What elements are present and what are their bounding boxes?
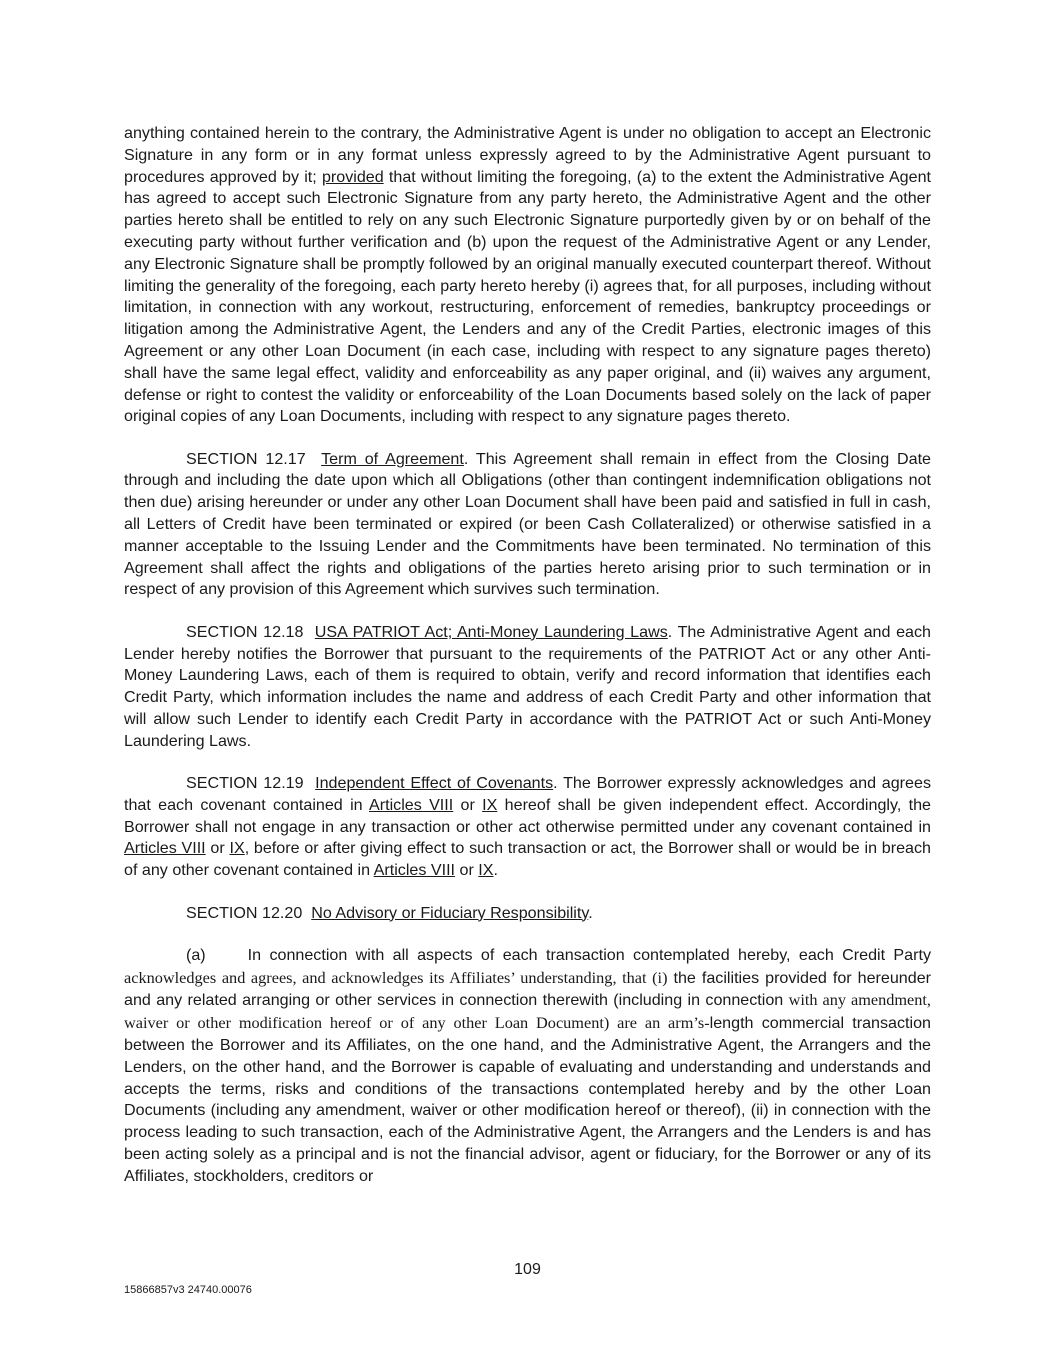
section-text: . xyxy=(588,903,593,922)
clause-text: length commercial transaction between the Borrower and its Affiliates, on the one hand, and the Administrative Agent, the Arrangers and the Lenders, on the other hand, and the Borrower is capable of evaluating and understanding and understands and accepts the terms, risks and conditions of the transactions contemplated hereby and by the other Loan Documents (including any amendment, waiver or other modification hereof or thereof), (ii) in connection with the process leading to such transaction, each of the Administrative Agent, the Arrangers and the Lenders is and has been acting solely as a principal and is not the financial advisor, agent or fiduciary, for the Borrower or any of its Affiliates, stockholders, creditors or xyxy=(124,1014,931,1185)
article-reference: IX xyxy=(478,861,494,880)
section-12-18 xyxy=(124,622,931,753)
article-reference: IX xyxy=(229,839,245,858)
section-text: . xyxy=(493,861,498,880)
section-title: Independent Effect of Covenants xyxy=(315,774,554,793)
article-reference: Articles VIII xyxy=(369,795,454,814)
clause-text: In connection with all aspects of each transaction contemplated hereby, each Credit Party xyxy=(247,945,931,964)
clause-label: (a) xyxy=(186,945,206,964)
section-number: SECTION 12.20 xyxy=(186,903,303,922)
section-text: , before or after giving effect to such transaction or act, the Borrower shall or would be in breach of any other covenant contained in xyxy=(124,839,931,880)
carryover-paragraph xyxy=(124,123,931,428)
document-id: 15866857v3 24740.00076 xyxy=(124,1284,252,1296)
section-12-17 xyxy=(124,449,931,602)
paragraph-a xyxy=(124,945,931,1188)
section-title: Term of Agreement xyxy=(321,449,464,468)
page-number: 109 xyxy=(514,1261,541,1278)
section-text: or xyxy=(205,839,230,858)
article-reference: Articles VIII xyxy=(373,861,456,880)
carryover-text-2: that without limiting the foregoing, (a) to the extent the Administrative Agent has agreed to accept such Electronic Signature from any party hereto, the Administrative Agent and the other parties hereto shall be entitled to rely on any such Electronic Signature purportedly given by or on behalf of the executing party without further verification and (b) upon the request of the Administrative Agent or any Lender, any Electronic Signature shall be promptly followed by an original manually executed counterpart thereof. Without limiting the generality of the foregoing, each party hereto hereby (i) agrees that, for all purposes, including without limitation, in connection with any workout, restructuring, enforcement of remedies, bankruptcy proceedings or litigation among the Administrative Agent, the Lenders and any of the Credit Parties, electronic images of this Agreement or any other Loan Document (in each case, including with respect to any signature pages thereto) shall have the same legal effect, validity and enforceability as any paper original, and (ii) waives any argument, defense or right to contest the validity or enforceability of the Loan Documents based solely on the lack of paper original copies of any Loan Documents, including with respect to any signature pages thereto. xyxy=(124,167,931,426)
section-title: No Advisory or Fiduciary Responsibility xyxy=(311,903,589,922)
clause-text-serif: with any amendment, waiver or other modification hereof or of any other Loan Document) are an arm’s- xyxy=(124,990,931,1033)
provided-term: provided xyxy=(321,167,384,186)
section-number: SECTION 12.18 xyxy=(186,622,304,641)
article-reference: IX xyxy=(482,795,498,814)
clause-text-serif: acknowledges and agrees, and acknowledges its Affiliates’ understanding, that (i) xyxy=(124,967,668,987)
section-text: or xyxy=(453,795,483,814)
section-text: hereof shall be given independent effect. Accordingly, the Borrower shall not engage in any transaction or other act otherwise permitted under any covenant contained in xyxy=(124,795,931,836)
section-text: . This Agreement shall remain in effect from the Closing Date through and including the date upon which all Obligations (other than contingent indemnification obligations not then due) arising hereunder or under any other Loan Document shall have been paid and satisfied in full in cash, all Letters of Credit have been terminated or expired (or been Cash Collateralized) or otherwise satisfied in a manner acceptable to the Issuing Lender and the Commitments have been terminated. No termination of this Agreement shall affect the rights and obligations of the parties hereto arising prior to such termination or in respect of any provision of this Agreement which survives such termination. xyxy=(124,449,932,599)
section-number: SECTION 12.19 xyxy=(186,774,304,793)
section-text: . The Administrative Agent and each Lender hereby notifies the Borrower that pursuant to the requirements of the PATRIOT Act or any other Anti-Money Laundering Laws, each of them is required to obtain, verify and record information that identifies each Credit Party, which information includes the name and address of each Credit Party and other information that will allow such Lender to identify each Credit Party in accordance with the PATRIOT Act or such Anti-Money Laundering Laws. xyxy=(124,622,932,750)
section-12-19 xyxy=(124,773,931,882)
carryover-text-1: anything contained herein to the contrary, the Administrative Agent is under no obligation to accept an Electronic Signature in any form or in any format unless expressly agreed to by the Administrative Agent pursuant to procedures approved by it; xyxy=(124,124,931,186)
section-text: or xyxy=(455,861,479,880)
section-text: . The Borrower expressly acknowledges and agrees that each covenant contained in xyxy=(124,774,931,814)
section-number: SECTION 12.17 xyxy=(186,449,306,468)
article-reference: Articles VIII xyxy=(124,839,206,858)
clause-text: the facilities provided for hereunder and any related arranging or other services in connection therewith (including in connection xyxy=(124,968,932,1010)
section-12-20 xyxy=(124,903,931,925)
section-title: USA PATRIOT Act; Anti-Money Laundering Laws xyxy=(314,622,668,641)
document-body xyxy=(124,123,931,1208)
